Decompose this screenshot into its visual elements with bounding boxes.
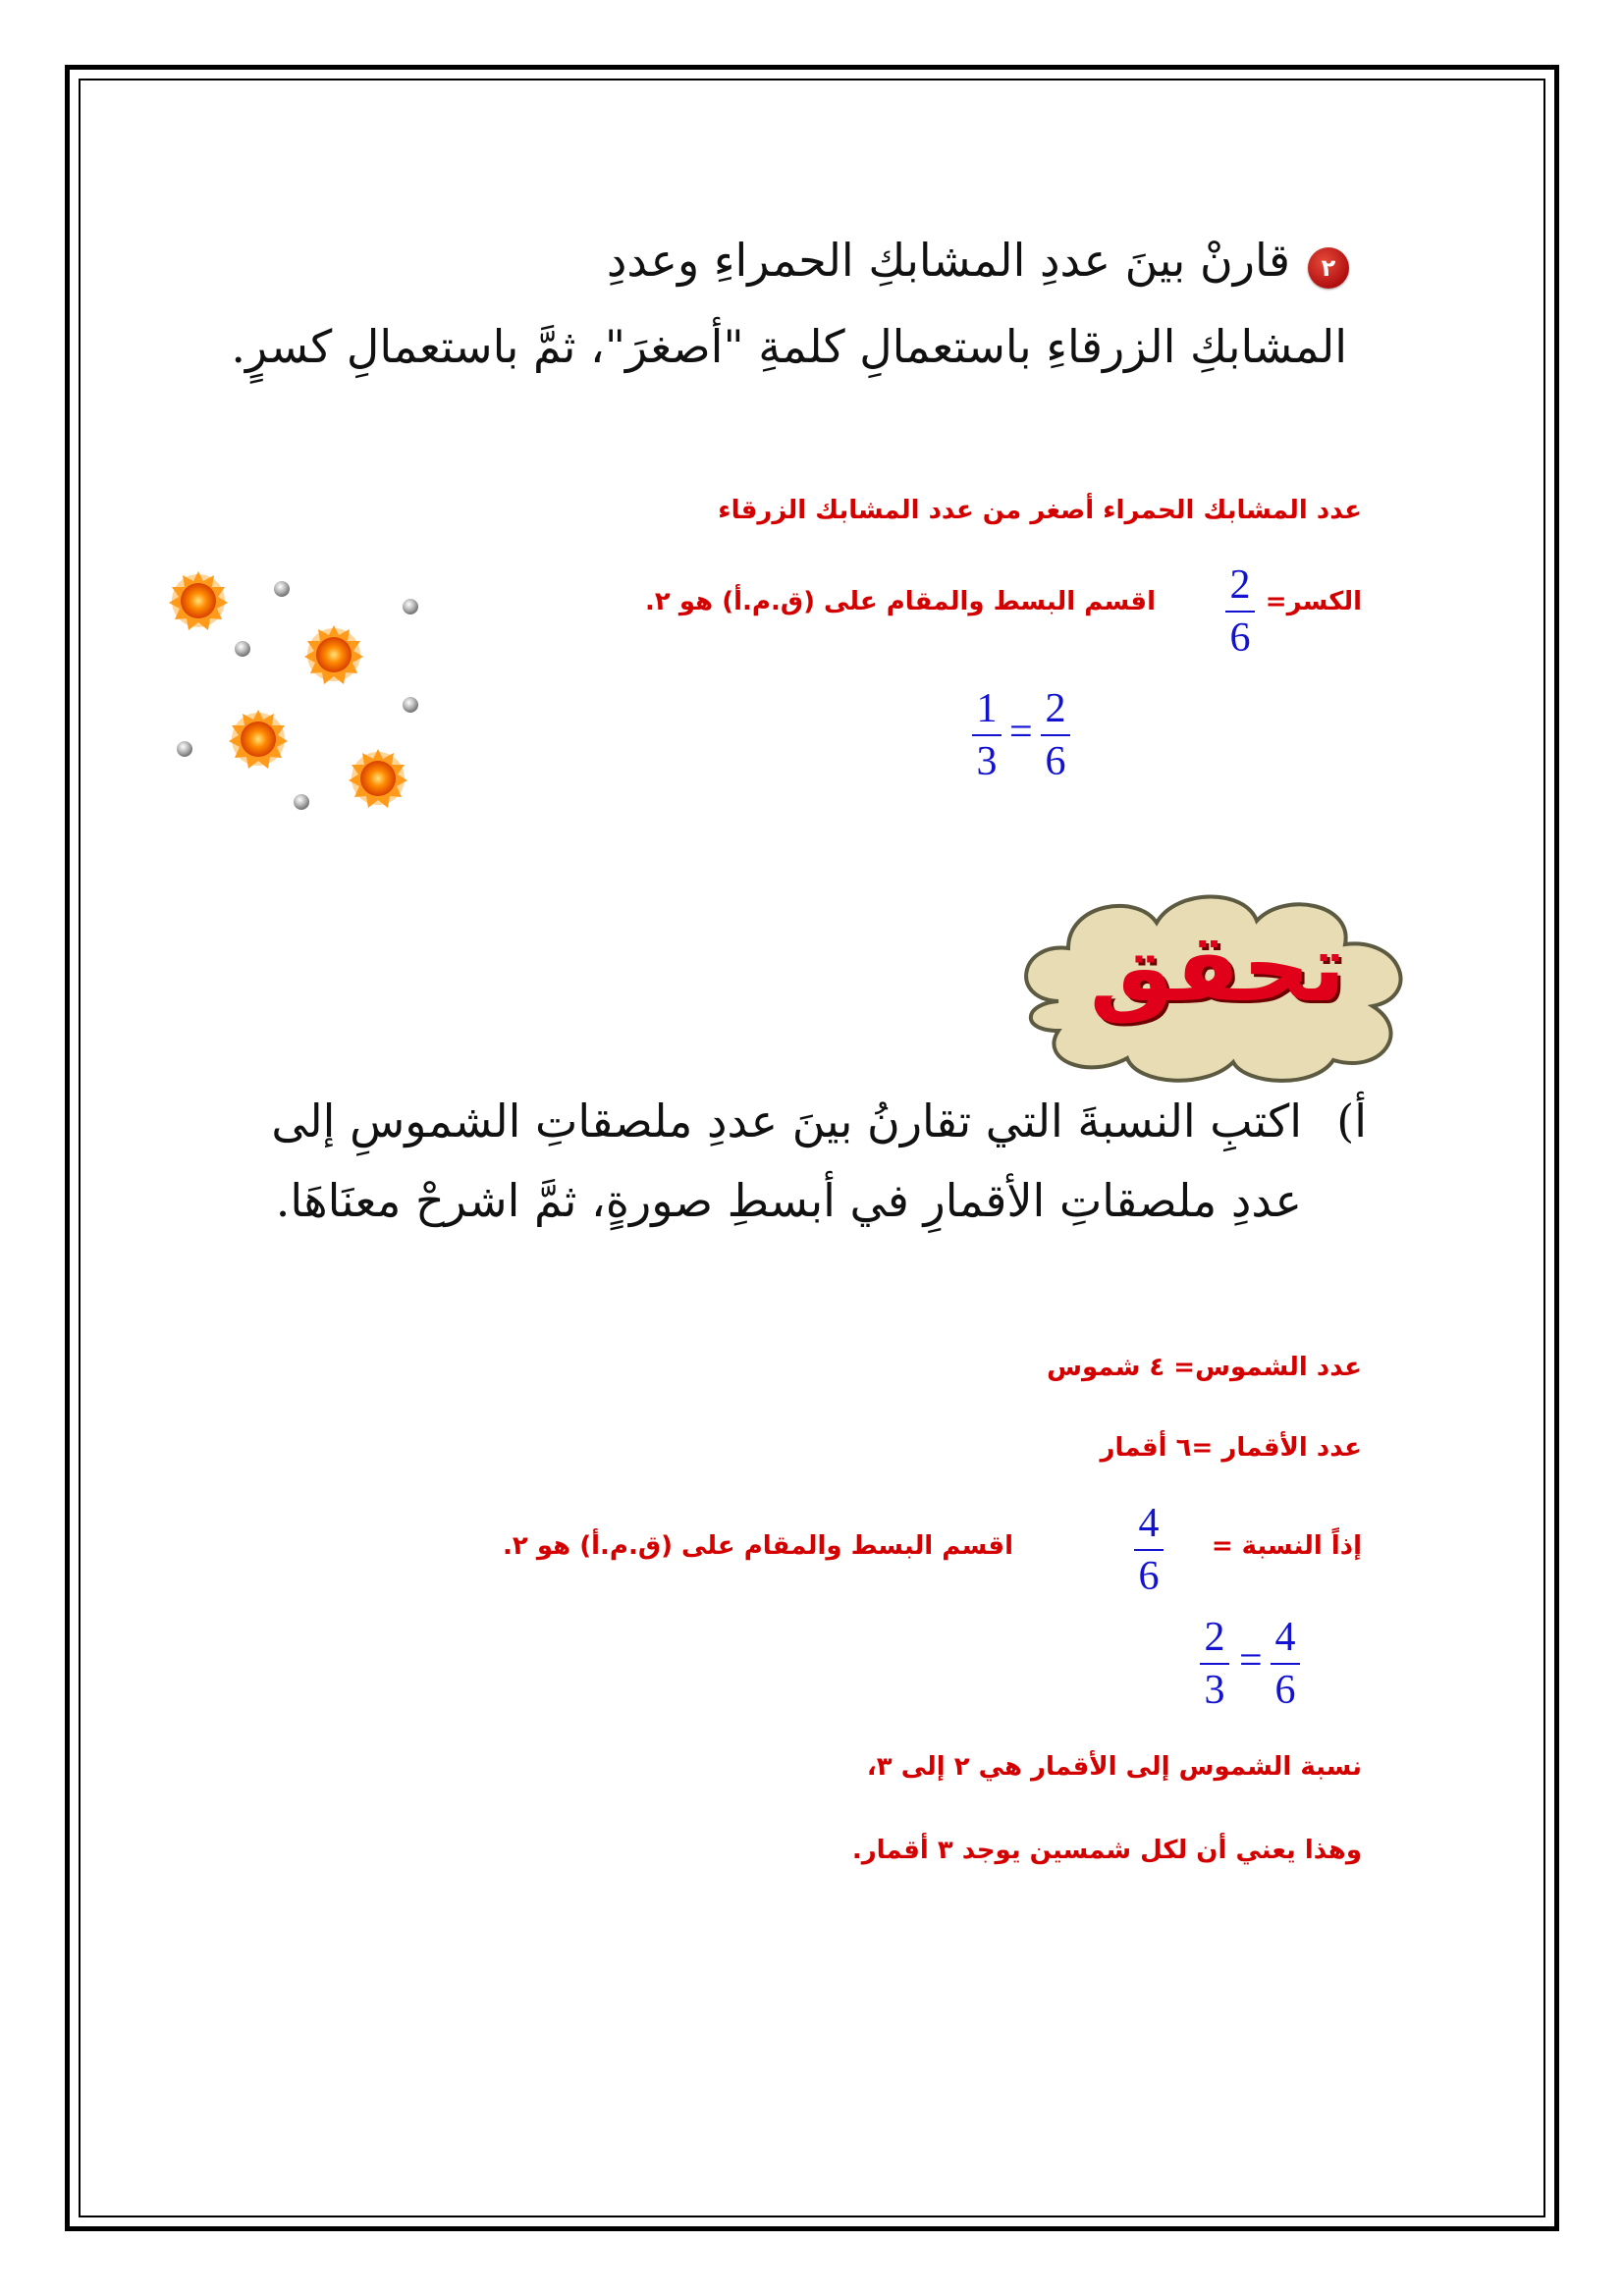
fraction-bar: [1225, 611, 1255, 613]
equals-sign: =: [1009, 710, 1033, 755]
fraction-bar: [1134, 1549, 1164, 1551]
numerator: 1: [976, 686, 998, 731]
red-clip-sun-icon: [169, 571, 228, 630]
blue-clip-dot-icon: [274, 581, 290, 597]
answerA-conclusion1: نسبة الشموس إلى الأقمار هي ٢ إلى ٣،: [866, 1752, 1362, 1782]
blue-clip-dot-icon: [235, 641, 250, 657]
denominator: 3: [1204, 1668, 1225, 1714]
answerA-simplified-left: [1200, 1616, 1229, 1712]
blue-clip-dot-icon: [403, 599, 418, 614]
questionA-line1: اكتبِ النسبةَ التي تقارنُ بينَ عددِ ملصقاتِ الشموسِ إلى: [271, 1095, 1302, 1148]
answer2-fraction-label: الكسر=: [1265, 587, 1362, 616]
denominator: 6: [1274, 1668, 1296, 1714]
denominator: 6: [1229, 615, 1251, 662]
red-clip-sun-icon: [229, 710, 288, 769]
denominator: 6: [1045, 739, 1066, 785]
fraction-bar: [1271, 1663, 1300, 1665]
red-clip-sun-icon: [349, 749, 407, 808]
answer2-simplified-left: [972, 687, 1001, 783]
numerator: 4: [1274, 1615, 1296, 1660]
answerA-instruction: اقسم البسط والمقام على (ق.م.أ) هو ٢.: [503, 1531, 1013, 1561]
fraction-bar: [972, 734, 1001, 736]
answerA-moons: عدد الأقمار =٦ أقمار: [1100, 1433, 1362, 1463]
questionA-line2: عددِ ملصقاتِ الأقمارِ في أبسطِ صورةٍ، ثمَّ اشرحْ معنَاهَا.: [275, 1174, 1302, 1227]
fraction-bar: [1200, 1663, 1229, 1665]
answer2-fraction: [1225, 563, 1255, 660]
answer2-simplified-right: [1041, 687, 1070, 783]
numerator: 4: [1138, 1501, 1160, 1546]
answerA-simplified-right: [1271, 1616, 1300, 1712]
denominator: 6: [1138, 1554, 1160, 1600]
question2-line2: المشابكِ الزرقاءِ باستعمالِ كلمةِ "أصغرَ"، ثمَّ باستعمالِ كسرٍ.: [231, 320, 1347, 373]
answerA-conclusion2: وهذا يعني أن لكل شمسين يوجد ٣ أقمار.: [851, 1836, 1362, 1865]
answerA-ratio-label: إذاً النسبة =: [1211, 1531, 1362, 1561]
question-number-badge: ٢: [1308, 247, 1349, 289]
answerA-suns: عدد الشموس= ٤ شموس: [1047, 1353, 1362, 1382]
check-title: تحقق: [1089, 913, 1346, 1023]
fraction-bar: [1041, 734, 1070, 736]
answer2-comparison: عدد المشابك الحمراء أصغر من عدد المشابك الزرقاء: [718, 496, 1362, 525]
blue-clip-dot-icon: [294, 794, 309, 810]
answerA-ratio: [1134, 1502, 1164, 1598]
question2-line1: قارنْ بينَ عددِ المشابكِ الحمراءِ وعددِ: [606, 234, 1290, 287]
numerator: 2: [1045, 686, 1066, 731]
numerator: 2: [1204, 1615, 1225, 1660]
denominator: 3: [976, 739, 998, 785]
page-border-inner: [79, 79, 1545, 2217]
numerator: 2: [1229, 562, 1251, 608]
equals-sign: =: [1239, 1638, 1263, 1683]
red-clip-sun-icon: [304, 625, 363, 684]
answer2-instruction: اقسم البسط والمقام على (ق.م.أ) هو ٢.: [645, 587, 1156, 616]
clips-illustration: [157, 560, 432, 844]
blue-clip-dot-icon: [177, 741, 192, 757]
blue-clip-dot-icon: [403, 697, 418, 713]
questionA-label: أ): [1336, 1095, 1367, 1148]
